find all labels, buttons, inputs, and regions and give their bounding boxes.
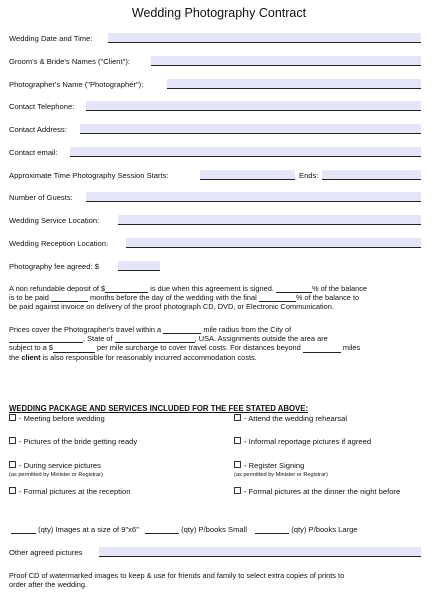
service-location-field[interactable] — [118, 215, 421, 225]
checkbox-icon[interactable] — [234, 487, 241, 494]
service-during[interactable]: - During service pictures — [9, 461, 101, 470]
checkbox-icon[interactable] — [234, 437, 241, 444]
checkbox-icon[interactable] — [9, 487, 16, 494]
final-percent-blank[interactable] — [259, 293, 296, 302]
reception-location-label: Wedding Reception Location: — [9, 239, 109, 248]
service-register[interactable]: - Register Signing — [234, 461, 304, 470]
wedding-date-label: Wedding Date and Time: — [9, 34, 93, 43]
city-blank[interactable] — [9, 334, 83, 343]
deposit-paragraph: A non refundable deposit of $ is due when this agreement is signed. % of the balance is to be paid months before the day of the wedding with the final % of the balance to be paid against invoice on delivery of the proof photograph CD, DVD, or Electronic Communication. — [9, 284, 368, 312]
services-heading: WEDDING PACKAGE AND SERVICES INCLUDED FOR THE FEE STATED ABOVE: — [9, 404, 309, 413]
service-bride-ready[interactable]: - Pictures of the bride getting ready — [9, 437, 137, 446]
photographer-label: Photographer's Name ("Photographer"): — [9, 80, 144, 89]
deposit-percent-blank[interactable] — [276, 284, 312, 293]
service-rehearsal[interactable]: - Attend the wedding rehearsal — [234, 414, 347, 423]
email-field[interactable] — [70, 147, 421, 157]
deposit-amount-blank[interactable] — [105, 284, 148, 293]
wedding-date-field[interactable] — [108, 33, 421, 43]
session-end-label: Ends: — [299, 171, 319, 180]
client-names-label: Groom's & Bride's Names ("Client"): — [9, 57, 130, 66]
months-blank[interactable] — [51, 293, 88, 302]
service-formal-reception[interactable]: - Formal pictures at the reception — [9, 487, 130, 496]
reception-location-field[interactable] — [126, 238, 421, 248]
telephone-field[interactable] — [86, 101, 421, 111]
address-field[interactable] — [80, 124, 421, 134]
telephone-label: Contact Telephone: — [9, 102, 75, 111]
checkbox-icon[interactable] — [9, 437, 16, 444]
session-end-field[interactable] — [322, 170, 421, 180]
radius-blank[interactable] — [163, 325, 201, 334]
photographer-field[interactable] — [167, 79, 421, 89]
proof-paragraph: Proof CD of watermarked images to keep & use for friends and family to select extra copies of prints to order after the wedding. — [9, 571, 345, 590]
other-pictures-field[interactable] — [99, 547, 421, 557]
session-start-label: Approximate Time Photography Session Starts: — [9, 171, 169, 180]
address-label: Contact Address: — [9, 125, 67, 134]
large-books-qty-blank[interactable] — [255, 525, 289, 534]
fee-label: Photography fee agreed: $ — [9, 262, 99, 271]
checkbox-icon[interactable] — [234, 414, 241, 421]
small-books-qty-blank[interactable] — [145, 525, 179, 534]
images-qty-blank[interactable] — [11, 525, 36, 534]
checkbox-icon[interactable] — [9, 414, 16, 421]
permitted-note-left: (as permitted by Minister or Registrar) — [9, 472, 103, 478]
permitted-note-right: (as permitted by Minister or Registrar) — [234, 472, 328, 478]
image-quantities: (qty) Images at a size of 9"x6" (qty) P/books Small (qty) P/books Large — [11, 525, 358, 534]
guests-field[interactable] — [86, 192, 421, 202]
state-blank[interactable] — [115, 334, 195, 343]
service-formal-dinner[interactable]: - Formal pictures at the dinner the night before — [234, 487, 400, 496]
client-names-field[interactable] — [151, 56, 421, 66]
page-title: Wedding Photography Contract — [131, 6, 307, 20]
checkbox-icon[interactable] — [9, 461, 16, 468]
service-location-label: Wedding Service Location: — [9, 216, 100, 225]
travel-paragraph: Prices cover the Photographer's travel within a mile radius from the City of , State of , USA. Assignments outside the area are subject to a $ per mile surcharge to cover travel costs. For distances beyond miles the client is also responsible for reasonably incurred accommodation costs. — [9, 325, 361, 362]
email-label: Contact email: — [9, 148, 58, 157]
checkbox-icon[interactable] — [234, 461, 241, 468]
guests-label: Number of Guests: — [9, 193, 73, 202]
service-meeting[interactable]: - Meeting before wedding — [9, 414, 105, 423]
service-informal[interactable]: - Informal reportage pictures if agreed — [234, 437, 371, 446]
surcharge-blank[interactable] — [53, 344, 95, 353]
session-start-field[interactable] — [200, 170, 295, 180]
other-pictures-label: Other agreed pictures — [9, 548, 83, 557]
distance-blank[interactable] — [303, 344, 341, 353]
fee-field[interactable] — [118, 261, 160, 271]
